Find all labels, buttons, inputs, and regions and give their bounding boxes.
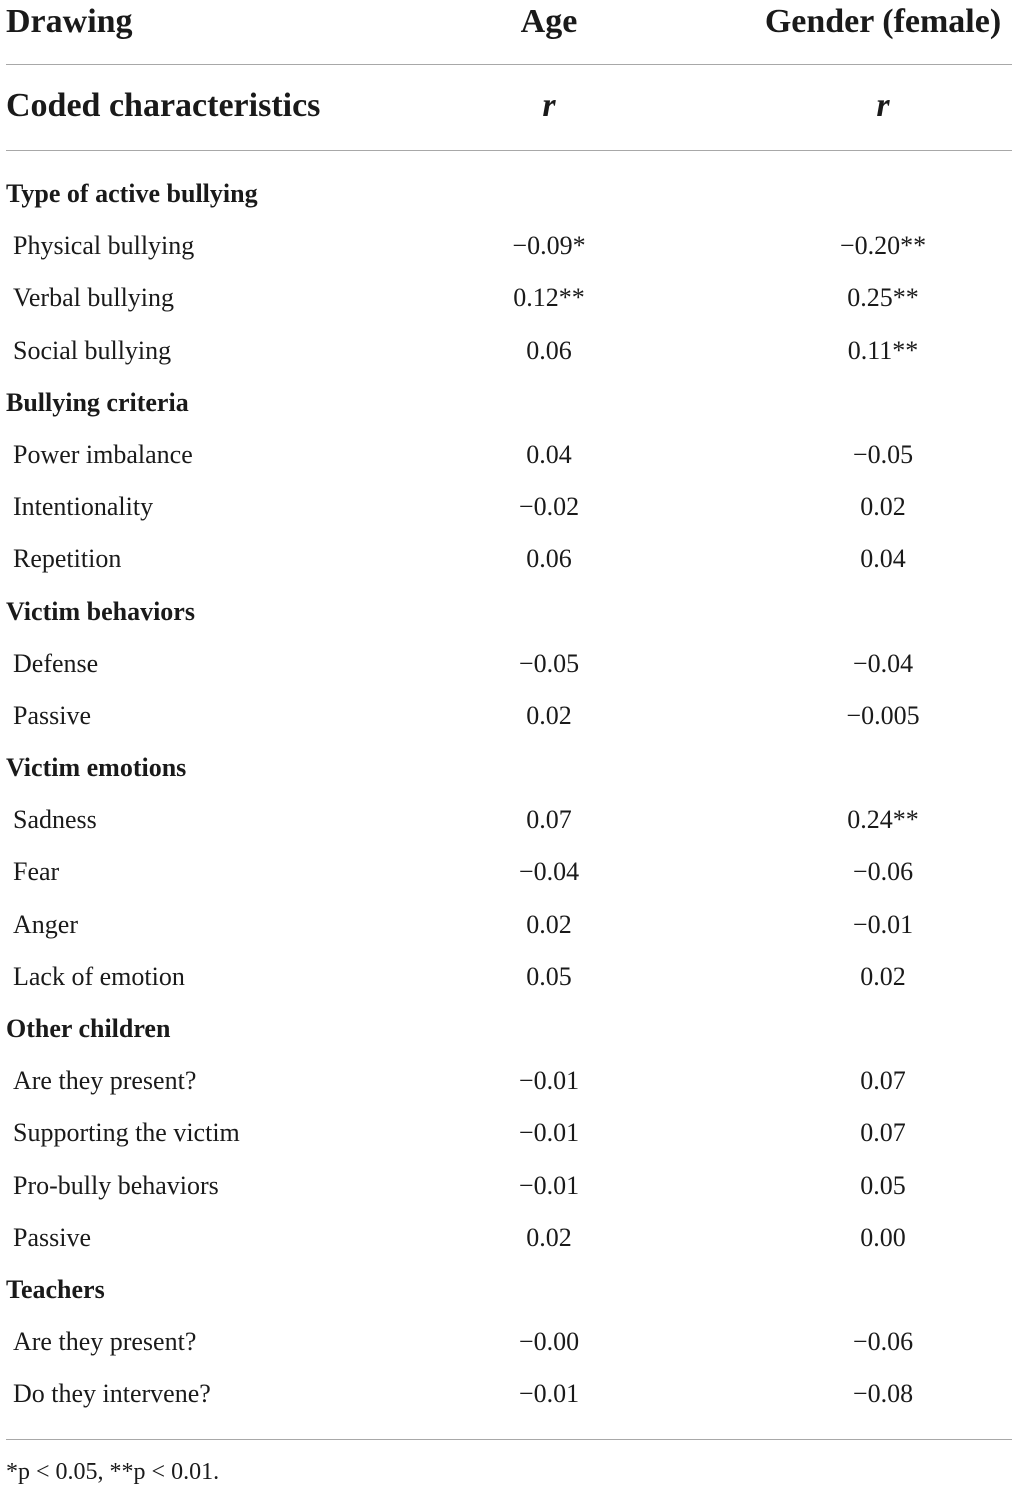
age-correlation: 0.06 <box>526 544 572 574</box>
age-correlation: −0.02 <box>518 492 580 522</box>
age-correlation: 0.04 <box>526 439 572 469</box>
age-correlation: 0.06 <box>526 335 572 365</box>
section-header-row <box>0 742 1017 794</box>
age-correlation: −0.09* <box>512 231 586 261</box>
age-correlation: −0.05 <box>518 648 580 678</box>
table-row <box>0 951 1017 1003</box>
row-label: Lack of emotion <box>13 961 185 991</box>
row-label: Supporting the victim <box>13 1118 240 1148</box>
row-label: Sadness <box>13 805 97 835</box>
age-correlation: 0.12** <box>513 283 585 313</box>
age-correlation: 0.07 <box>526 805 572 835</box>
section-label: Victim emotions <box>6 753 187 783</box>
table-row <box>0 899 1017 951</box>
age-correlation: 0.05 <box>526 961 572 991</box>
gender-correlation: 0.24** <box>847 805 919 835</box>
age-correlation: −0.04 <box>518 857 580 887</box>
row-label: Intentionality <box>13 492 154 522</box>
row-label: Passive <box>13 1222 91 1252</box>
gender-correlation: −0.05 <box>852 439 914 469</box>
table-row <box>0 481 1017 533</box>
table-row <box>0 1212 1017 1264</box>
subheader-age-r: r <box>542 87 556 124</box>
table-row <box>0 846 1017 898</box>
gender-correlation: −0.01 <box>852 909 914 939</box>
age-correlation: −0.01 <box>518 1170 580 1200</box>
table-row <box>0 690 1017 742</box>
table-row <box>0 1160 1017 1212</box>
section-header-row <box>0 377 1017 429</box>
gender-correlation: 0.25** <box>847 283 919 313</box>
table-row <box>0 1107 1017 1159</box>
row-label: Defense <box>13 648 99 678</box>
table-row <box>0 638 1017 690</box>
gender-correlation: 0.04 <box>860 544 906 574</box>
table-subheader-row <box>0 84 1017 128</box>
age-correlation: −0.00 <box>518 1327 580 1357</box>
section-header-row <box>0 586 1017 638</box>
table-row <box>0 533 1017 585</box>
subheader-coded-characteristics: Coded characteristics <box>6 87 321 124</box>
age-correlation: 0.02 <box>526 700 572 730</box>
section-label: Teachers <box>6 1274 105 1304</box>
age-correlation: −0.01 <box>518 1066 580 1096</box>
section-label: Type of active bullying <box>6 179 258 208</box>
gender-correlation: −0.005 <box>846 700 920 730</box>
gender-correlation: 0.02 <box>860 961 906 991</box>
header-divider <box>6 64 1012 65</box>
header-age: Age <box>520 3 578 40</box>
table-header-row <box>0 0 1017 44</box>
table-row <box>0 272 1017 324</box>
gender-correlation: 0.00 <box>860 1222 906 1252</box>
row-label: Fear <box>13 857 60 887</box>
gender-correlation: 0.11** <box>847 335 919 365</box>
table-footnote: *p < 0.05, **p < 0.01. <box>6 1459 220 1485</box>
gender-correlation: −0.06 <box>852 1327 914 1357</box>
age-correlation: 0.02 <box>526 1222 572 1252</box>
gender-correlation: −0.04 <box>852 648 914 678</box>
section-label: Bullying criteria <box>6 387 189 417</box>
gender-correlation: −0.08 <box>852 1379 914 1409</box>
age-correlation: 0.02 <box>526 909 572 939</box>
gender-correlation: 0.02 <box>860 492 906 522</box>
row-label: Pro-bully behaviors <box>13 1170 219 1200</box>
table-row <box>0 1368 1017 1420</box>
row-label: Physical bullying <box>13 231 195 261</box>
section-label: Victim behaviors <box>6 596 195 626</box>
header-gender: Gender (female) <box>764 3 1002 40</box>
row-label: Repetition <box>13 544 122 574</box>
header-drawing: Drawing <box>6 3 133 40</box>
table-row <box>0 325 1017 377</box>
row-label: Social bullying <box>13 335 172 365</box>
table-row <box>0 429 1017 481</box>
table-row <box>0 1316 1017 1368</box>
table-row <box>0 794 1017 846</box>
age-correlation: −0.01 <box>518 1118 580 1148</box>
row-label: Anger <box>13 909 78 939</box>
section-header-row <box>0 1264 1017 1316</box>
table-row <box>0 220 1017 272</box>
table-row <box>0 1055 1017 1107</box>
gender-correlation: 0.05 <box>860 1170 906 1200</box>
row-label: Do they intervene? <box>13 1379 211 1409</box>
table-body <box>0 168 1017 1421</box>
section-header-row <box>0 1003 1017 1055</box>
gender-correlation: 0.07 <box>860 1066 906 1096</box>
footer-divider <box>6 1439 1012 1440</box>
section-label: Other children <box>6 1014 171 1043</box>
row-label: Verbal bullying <box>13 283 175 313</box>
gender-correlation: −0.06 <box>852 857 914 887</box>
row-label: Passive <box>13 700 91 730</box>
subheader-divider <box>6 150 1012 151</box>
row-label: Are they present? <box>13 1066 197 1096</box>
gender-correlation: −0.20** <box>839 231 927 261</box>
age-correlation: −0.01 <box>518 1379 580 1409</box>
row-label: Power imbalance <box>13 439 193 469</box>
subheader-gender-r: r <box>876 87 890 124</box>
row-label: Are they present? <box>13 1327 197 1357</box>
section-header-row <box>0 168 1017 220</box>
gender-correlation: 0.07 <box>860 1118 906 1148</box>
